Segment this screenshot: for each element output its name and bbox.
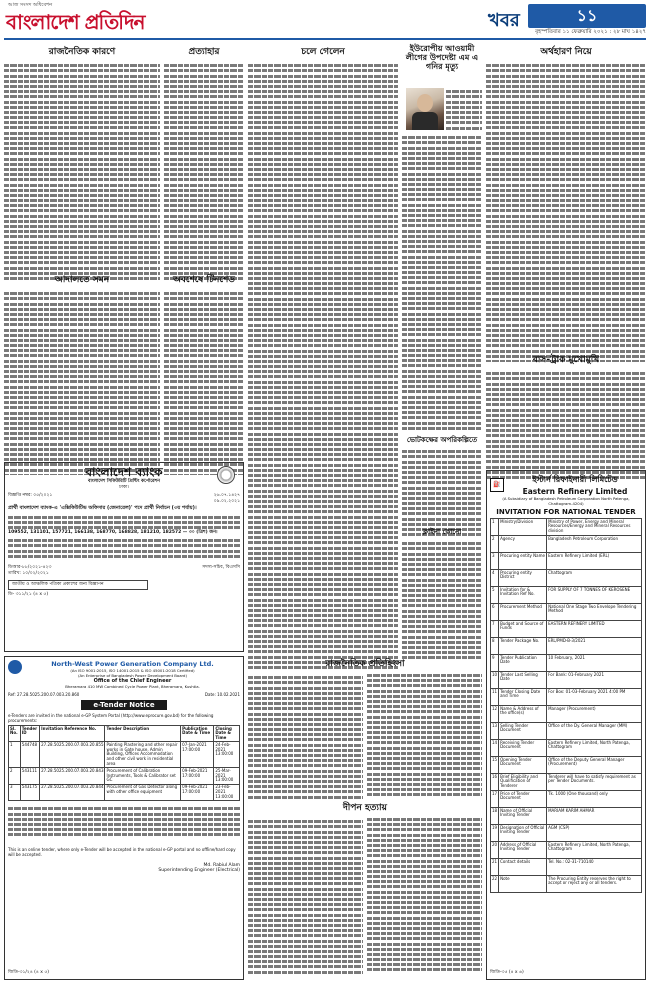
table-cell: 14 <box>491 740 499 757</box>
ad-eastern-refinery <box>486 470 646 980</box>
table-cell: 17 <box>491 791 499 808</box>
article-body <box>164 290 244 475</box>
headline-court-summons: আদালতে সমন <box>54 275 110 285</box>
table-row <box>491 655 642 672</box>
table-cell: Tender Last Selling Date <box>499 672 547 689</box>
table-cell: 12 <box>491 706 499 723</box>
nwpgc-col-header: Tender ID <box>20 726 39 742</box>
table-cell: 543175 <box>20 784 39 800</box>
article-body <box>248 674 482 800</box>
article-bus-truck <box>486 352 646 482</box>
erl-title: INVITATION FOR NATIONAL TENDER <box>496 508 636 516</box>
table-row <box>491 757 642 774</box>
erl-code: জিডি-৩৫ (৪ x ৬) <box>490 970 524 975</box>
ad-bank-body <box>8 514 240 530</box>
nwpgc-iso: (An ISO 9001:2015, ISO 14001:2015 & ISO 45001:2018 Certified) <box>70 668 195 673</box>
ad-bank-code: ডি- ৩১১/২১ (৪ x ৫) <box>8 591 49 597</box>
masthead-rule <box>4 38 646 40</box>
ad-bank-body2 <box>8 537 240 563</box>
erl-subsidiary: (A Subsidiary of Bangladesh Petroleum Corporation North Patenga, Chattogram-4204) <box>502 496 630 506</box>
table-cell: Chattogram <box>547 570 642 587</box>
table-cell: 23-Feb-2021 13:00:00 <box>214 784 240 800</box>
page-number: ১১ <box>528 4 646 28</box>
table-cell: 27.28.5025.200.07.003.20.843 <box>40 768 105 784</box>
table-cell: MARIAM KARIM AHMAR <box>547 808 642 825</box>
table-cell: Contact details <box>499 859 547 876</box>
table-cell: Note <box>499 876 547 893</box>
table-cell: Price of Tender Document <box>499 791 547 808</box>
table-cell: Name of Official Inviting Tender <box>499 808 547 825</box>
article-political-reasons <box>4 44 160 282</box>
table-cell: Procurement Method <box>499 604 547 621</box>
table-row <box>491 638 642 655</box>
table-cell: Tenderer will have to satisfy requirement as per Tender Documents. <box>547 774 642 791</box>
table-cell: Office of the Dy. General Manager (MM) <box>547 723 642 740</box>
table-row <box>491 825 642 842</box>
nwpgc-ref: Ref: 27.28.5025.200.07.003.20.860 <box>8 692 80 697</box>
article-body <box>248 62 398 670</box>
headline-bus-truck: বাস-ট্রাক মুখোমুখি <box>532 355 600 365</box>
article-body <box>402 448 482 536</box>
table-cell: 1 <box>9 742 21 768</box>
table-cell: Tel. No.: 02-31-710140 <box>547 859 642 876</box>
table-cell: Manager (Procurement) <box>547 706 642 723</box>
table-cell: AGM (CSP) <box>547 825 642 842</box>
masthead <box>0 0 650 40</box>
nwpgc-signer-title: Superintending Engineer (Electrical) <box>158 868 240 874</box>
headline-withdrawal: প্রত্যাহার <box>188 47 220 57</box>
table-cell: Tender Publication Date <box>499 655 547 672</box>
erl-en-name: Eastern Refinery Limited <box>522 487 628 496</box>
table-cell: 4 <box>491 570 499 587</box>
table-cell: Opening Tender Document <box>499 757 547 774</box>
article-dipon-murder <box>248 800 482 984</box>
headline-dipon-murder: দীপন হত্যায় <box>343 803 387 813</box>
article-political-revenge <box>248 656 482 800</box>
table-cell: 07-Jan-2021 17:00:00 <box>181 742 214 768</box>
table-row <box>491 672 642 689</box>
table-cell: Brief Eligibility and Qualification of Tenderer <box>499 774 547 791</box>
article-court-summons <box>4 272 160 475</box>
ad-bank-notice-no: বিজ্ঞপ্তি নম্বর: ০৫/২০২১ <box>8 493 53 498</box>
nwpgc-intro: e-Tenders are invited in the national e-GP System Portal (http://www.eprocure.gov.bd) for the following procurements: <box>8 713 214 723</box>
table-row <box>9 742 240 768</box>
table-cell: Ministry of Power, Energy and Mineral Resources/Energy and Mineral Resources division <box>547 519 642 536</box>
table-cell: Eastern Refinery Limited, North Patenga, Chattogram <box>547 842 642 859</box>
headline-tinshed: অবশেষে টিনশেড <box>173 275 235 285</box>
table-cell: 2 <box>9 768 21 784</box>
table-cell: Budget and Source of Funds <box>499 621 547 638</box>
nwpgc-footer: This is an online tender, where only e-Tender will be accepted in the national e-GP portal and no offline/hard copy will be accepted. <box>8 847 236 858</box>
date-line: বৃহস্পতিবার ১১ ফেব্রুয়ারি ২০২১ : ২৮ মাঘ ১৪২৭ <box>535 29 646 35</box>
table-cell: 3 <box>9 784 21 800</box>
ad-nwpgc <box>4 656 244 980</box>
table-cell: Address of Official Inviting Tender <box>499 842 547 859</box>
article-withdrawal <box>164 44 244 282</box>
table-cell: Procurement of Gas Detector along with other office equipment <box>105 784 181 800</box>
table-cell: 27.28.5025.200.07.003.20.844 <box>40 784 105 800</box>
table-cell: For Bank: 01-February 2021 <box>547 672 642 689</box>
table-cell: For Box: 01-03-February 2021 4:00 PM <box>547 689 642 706</box>
table-cell: 27.28.5025.200.07.003.20.855 <box>40 742 105 768</box>
article-body <box>248 818 482 984</box>
table-cell: 18 <box>491 808 499 825</box>
table-cell: National One Stage Two Envelope Tendering Method <box>547 604 642 621</box>
table-cell: 25-Mar-2021 13:00:00 <box>214 768 240 784</box>
table-row <box>491 791 642 808</box>
table-cell: Receiving Tender Document <box>499 740 547 757</box>
table-cell: 8 <box>491 638 499 655</box>
nwpgc-col-header: Closing Date & Time <box>214 726 240 742</box>
table-row <box>491 740 642 757</box>
table-cell: Tender Closing Date and Time <box>499 689 547 706</box>
table-cell: Procuring entity District <box>499 570 547 587</box>
erl-tender-table <box>490 518 642 893</box>
table-cell: Selling Tender Document <box>499 723 547 740</box>
nwpgc-sub: (An Enterprise of Bangladesh Power Development Board) <box>78 673 187 678</box>
table-cell: EASTERN REFINERY LIMITED <box>547 621 642 638</box>
table-cell: Painting Plastering and other repair works in Gate house, Admin Building, Offices Accommodation and other civil work in residential area <box>105 742 181 768</box>
table-row <box>491 774 642 791</box>
masthead-tagline: আজ সংসদ অধিবেশন <box>8 2 53 8</box>
nwpgc-address: Bheramara 410 MW Combined Cycle Power Plant, Bheramara, Kushtia. <box>65 684 200 689</box>
table-cell: 10 <box>491 672 499 689</box>
table-row <box>491 604 642 621</box>
article-body <box>402 540 482 660</box>
ad-bank-ref2: তারিখ: ১০/০২/২০২১ <box>8 570 49 576</box>
nwpgc-body <box>8 805 240 845</box>
table-cell: The Procuring Entity reserves the right to accept or reject any or all tenders. <box>547 876 642 893</box>
table-cell: 6 <box>491 604 499 621</box>
nwpgc-col-header: Tender Description <box>105 726 181 742</box>
table-cell: 11 <box>491 689 499 706</box>
table-cell: 19 <box>491 825 499 842</box>
article-body-side <box>446 88 482 130</box>
table-cell: Ministry/Division <box>499 519 547 536</box>
table-row <box>9 768 240 784</box>
nwpgc-signer: Md. Rabiul Alam <box>203 863 240 869</box>
ad-bank-title: প্রার্থী বাংলাদেশ ব্যাংক-এ 'এক্সিকিউটিভ অফিসার (জেনারেল)' পদে প্রার্থী নির্বাচন (৩য় পর্যায়)। <box>8 505 197 511</box>
article-body <box>486 62 646 362</box>
table-cell: Procuring entity Name <box>499 553 547 570</box>
table-cell: 16 <box>491 774 499 791</box>
table-row <box>491 536 642 553</box>
table-cell: 5 <box>491 587 499 604</box>
ad-bank-date: ২৬.০৭.১৪২৭ <box>213 493 240 498</box>
table-cell: Invitation for & Invitation Ref No. <box>499 587 547 604</box>
table-row <box>491 706 642 723</box>
erl-logo-icon: ⛽ <box>490 478 504 492</box>
ad-bank-date2: ০৯.০২.২০২১ <box>213 498 240 504</box>
ad-bank-dept: বাংলাদেশ সিকিউরিটি প্রিন্টিং কর্পোরেশন <box>87 479 160 484</box>
table-cell: 13 <box>491 723 499 740</box>
table-row <box>491 587 642 604</box>
table-cell: 21 <box>491 859 499 876</box>
newspaper-logo: বাংলাদেশ প্রতিদিন <box>6 10 145 34</box>
headline-money-loss: অর্থহারণ নিয়ে <box>540 47 592 57</box>
article-money-loss <box>486 44 646 362</box>
headline-klaina: ক্লাইনা কোনো <box>422 528 462 536</box>
headline-political-reasons: রাজনৈতিক কারণে <box>48 47 116 57</box>
table-cell: 2 <box>491 536 499 553</box>
nwpgc-date: Date: 10.02.2021 <box>204 692 240 697</box>
nwpgc-col-header: Publication Date & Time <box>181 726 214 742</box>
bank-emblem-icon <box>217 466 235 484</box>
ad-bank-rolls: 109552, 131101, 157721, 166138, 168770, 168828, 181210, 182572 — ৩০ (ত্রিশ) জন। <box>8 529 218 535</box>
portrait-photo <box>406 88 444 130</box>
table-cell: 9 <box>491 655 499 672</box>
table-row <box>491 689 642 706</box>
table-row <box>491 876 642 893</box>
article-body <box>486 370 646 482</box>
table-cell: Name & Address of the office(s) <box>499 706 547 723</box>
table-cell: 22 <box>491 876 499 893</box>
table-row <box>491 519 642 536</box>
table-row <box>491 808 642 825</box>
table-row <box>491 723 642 740</box>
nwpgc-logo-icon <box>8 660 22 674</box>
table-cell: 3 <box>491 553 499 570</box>
table-cell: 10 February, 2021 <box>547 655 642 672</box>
article-body <box>4 290 160 475</box>
table-cell: 543111 <box>20 768 39 784</box>
table-cell: 7 <box>491 621 499 638</box>
nwpgc-tender-table <box>8 725 240 801</box>
nwpgc-title: e-Tender Notice <box>81 700 167 710</box>
table-row <box>491 570 642 587</box>
table-cell: 09-Feb-2021 17:00:00 <box>181 768 214 784</box>
nwpgc-col-header: Sl. No. <box>9 726 21 742</box>
headline-eu-adviser: ইউরোপীয় আওয়ামী লীগের উপদেষ্টা এম এ গনির মৃত্যু <box>405 44 479 71</box>
table-cell: 20 <box>491 842 499 859</box>
ad-bank-footer-note: জাতীয় ও আঞ্চলিক পত্রিকা প্রকাশের জন্য বিজ্ঞাপন <box>8 580 148 590</box>
table-cell: 24-Feb-2021 13:00:00 <box>214 742 240 768</box>
article-tinshed <box>164 272 244 475</box>
table-cell: Eastern Refinery Limited, North Patenga, Chattogram <box>547 740 642 757</box>
table-cell: 544748 <box>20 742 39 768</box>
article-klaina <box>402 526 482 660</box>
table-cell: FOR SUPPLY OF 7 TONNES OF KEROSENE <box>547 587 642 604</box>
table-cell: Eastern Refinery Limited (ERL) <box>547 553 642 570</box>
table-cell: 15 <box>491 757 499 774</box>
nwpgc-code: জিডি-৩১/২৪ (৪ x ৫) <box>8 970 50 975</box>
erl-bn-name: ইস্টার্ন রিফাইনারী লিমিটেড <box>532 475 618 484</box>
article-voting <box>402 434 482 536</box>
table-cell: 1 <box>491 519 499 536</box>
table-cell: 09-Feb-2021 17:00:00 <box>181 784 214 800</box>
table-row <box>491 621 642 638</box>
table-cell: Tk. 1000 (One thousand) only <box>547 791 642 808</box>
ad-bank-name: বাংলাদেশ ব্যাংক <box>85 465 163 479</box>
table-cell: ERL/PMD-B-3/2021 <box>547 638 642 655</box>
ad-bank-city: ঢাকা। <box>119 484 129 490</box>
section-title: খবর <box>488 10 520 31</box>
article-eu-adviser <box>402 44 482 71</box>
article-body <box>4 62 160 282</box>
table-cell: Bangladesh Petroleum Corporation <box>547 536 642 553</box>
table-row <box>491 842 642 859</box>
nwpgc-col-header: Invitation Reference No. <box>40 726 105 742</box>
ad-bank-sign: সদস্য-সচিব, বিএসসি <box>202 565 240 570</box>
article-passed-away <box>248 44 398 670</box>
headline-voting: ভোটকক্ষের অপরিকল্পিতে <box>406 436 478 444</box>
table-cell: Tender Package No. <box>499 638 547 655</box>
table-cell: Agency <box>499 536 547 553</box>
nwpgc-office: Office of the Chief Engineer <box>93 678 172 684</box>
article-body <box>164 62 244 282</box>
headline-passed-away: চলে গেলেন <box>301 47 345 57</box>
ad-bank-ref1: ডিআর-৮৮/২০২১-৪২৩ <box>8 565 52 570</box>
headline-political-revenge: রাজনৈতিক প্রতিহিংসা <box>325 659 405 669</box>
table-cell: Office of the Deputy General Manager (Procurement) <box>547 757 642 774</box>
article-body <box>402 134 482 432</box>
table-row <box>9 784 240 800</box>
table-row <box>491 553 642 570</box>
ad-bangladesh-bank <box>4 462 244 652</box>
table-cell: Procurement of Calibration Instruments, Tools & Calibrator set GC <box>105 768 181 784</box>
table-cell: Designation of Official Inviting Tender <box>499 825 547 842</box>
nwpgc-name: North-West Power Generation Company Ltd. <box>51 660 214 668</box>
table-row <box>491 859 642 876</box>
